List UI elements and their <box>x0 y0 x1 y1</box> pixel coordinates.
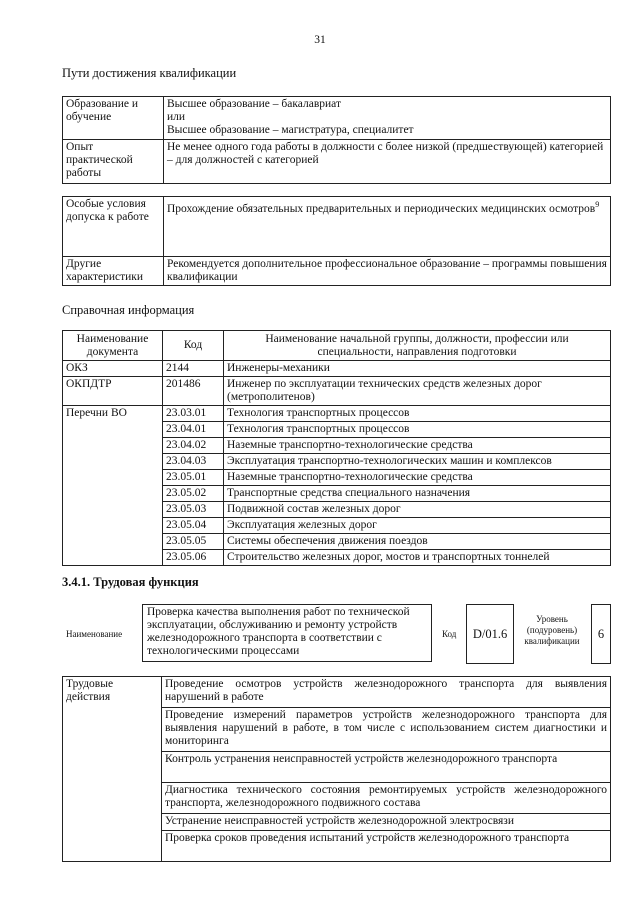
action-item: Диагностика технического состояния ремонтируемых устройств железнодорожного транспорта, железнодорожного подвижного состава <box>162 783 611 814</box>
cell-name: Подвижной состав железных дорог <box>224 502 611 518</box>
table-row <box>63 197 611 257</box>
reference-table <box>62 330 611 566</box>
cell-code: 2144 <box>163 361 224 377</box>
code-label: Код <box>442 629 457 639</box>
table-header-row <box>63 331 611 361</box>
cell-code: 23.05.03 <box>163 502 224 518</box>
header-document: Наименование документа <box>63 331 163 361</box>
text-line: Высшее образование – бакалавриат <box>167 98 341 110</box>
cell-name: Наземные транспортно-технологические средства <box>224 438 611 454</box>
cell-code: 23.05.02 <box>163 486 224 502</box>
text-line: или <box>167 111 186 123</box>
row-label: Опыт практической работы <box>63 140 164 184</box>
cell-name: Эксплуатация железных дорог <box>224 518 611 534</box>
text-line: Высшее образование – магистратура, специалитет <box>167 124 414 136</box>
cell-code: 201486 <box>163 377 224 406</box>
cell-code: 23.05.05 <box>163 534 224 550</box>
page-number: 31 <box>314 34 326 46</box>
cell-name: Технология транспортных процессов <box>224 406 611 422</box>
row-label: Другие характеристики <box>63 257 164 286</box>
function-name-box: Проверка качества выполнения работ по технической эксплуатации, обслуживанию и ремонту устройств железнодорожного транспорта в соответствии с технологическими процессами <box>142 604 432 662</box>
cell-code: 23.05.06 <box>163 550 224 566</box>
header-code: Код <box>163 331 224 361</box>
cell-doc: Перечни ВО <box>63 406 163 566</box>
table-row <box>63 377 611 406</box>
cell-doc: ОКЗ <box>63 361 163 377</box>
cell-name: Технология транспортных процессов <box>224 422 611 438</box>
cell-code: 23.04.02 <box>163 438 224 454</box>
level-box: 6 <box>591 604 611 664</box>
cell-code: 23.04.03 <box>163 454 224 470</box>
row-label: Образование и обучение <box>63 97 164 140</box>
qualification-paths-table <box>62 96 611 184</box>
footnote-mark: 9 <box>595 200 600 209</box>
row-label: Особые условия допуска к работе <box>63 197 164 257</box>
header-name: Наименование начальной группы, должности, профессии или специальности, направления подготовки <box>224 331 611 361</box>
section-title-function: 3.4.1. Трудовая функция <box>62 575 199 589</box>
row-value <box>164 97 611 140</box>
level-label: Уровень (подуровень) квалификации <box>524 614 580 646</box>
action-item: Контроль устранения неисправностей устройств железнодорожного транспорта <box>162 752 611 783</box>
section-title-paths: Пути достижения квалификации <box>62 66 237 80</box>
cell-code: 23.04.01 <box>163 422 224 438</box>
action-item: Устранение неисправностей устройств железнодорожной электросвязи <box>162 814 611 831</box>
table-row <box>63 361 611 377</box>
table-row <box>63 677 611 708</box>
row-value: Не менее одного года работы в должности с более низкой (предшествующей) категорией – для должностей с категорией <box>164 140 611 184</box>
action-item: Проведение осмотров устройств железнодорожного транспорта для выявления нарушений в работе <box>162 677 611 708</box>
code-box: D/01.6 <box>466 604 514 664</box>
table-row <box>63 140 611 184</box>
cell-name: Инженеры-механики <box>224 361 611 377</box>
cell-doc: ОКПДТР <box>63 377 163 406</box>
action-item: Проверка сроков проведения испытаний устройств железнодорожного транспорта <box>162 831 611 862</box>
row-value <box>164 197 611 257</box>
text: Прохождение обязательных предварительных и периодических медицинских осмотров <box>167 202 596 215</box>
cell-name: Системы обеспечения движения поездов <box>224 534 611 550</box>
admission-table <box>62 196 611 286</box>
table-row <box>63 406 611 422</box>
cell-name: Инженер по эксплуатации технических средств железных дорог (метрополитенов) <box>224 377 611 406</box>
cell-name: Наземные транспортно-технологические средства <box>224 470 611 486</box>
cell-code: 23.05.04 <box>163 518 224 534</box>
row-value: Рекомендуется дополнительное профессиональное образование – программы повышения квалификации <box>164 257 611 286</box>
cell-code: 23.05.01 <box>163 470 224 486</box>
cell-name: Транспортные средства специального назначения <box>224 486 611 502</box>
labor-actions-table <box>62 676 611 862</box>
name-label: Наименование <box>66 629 123 639</box>
table-row <box>63 97 611 140</box>
action-item: Проведение измерений параметров устройств железнодорожного транспорта для выявления нарушений в работе, в том числе с использованием систем диагностики и мониторинга <box>162 708 611 752</box>
section-title-reference: Справочная информация <box>62 303 195 317</box>
cell-code: 23.03.01 <box>163 406 224 422</box>
cell-name: Эксплуатация транспортно-технологических машин и комплексов <box>224 454 611 470</box>
cell-name: Строительство железных дорог, мостов и транспортных тоннелей <box>224 550 611 566</box>
actions-label: Трудовые действия <box>63 677 162 862</box>
table-row <box>63 257 611 286</box>
